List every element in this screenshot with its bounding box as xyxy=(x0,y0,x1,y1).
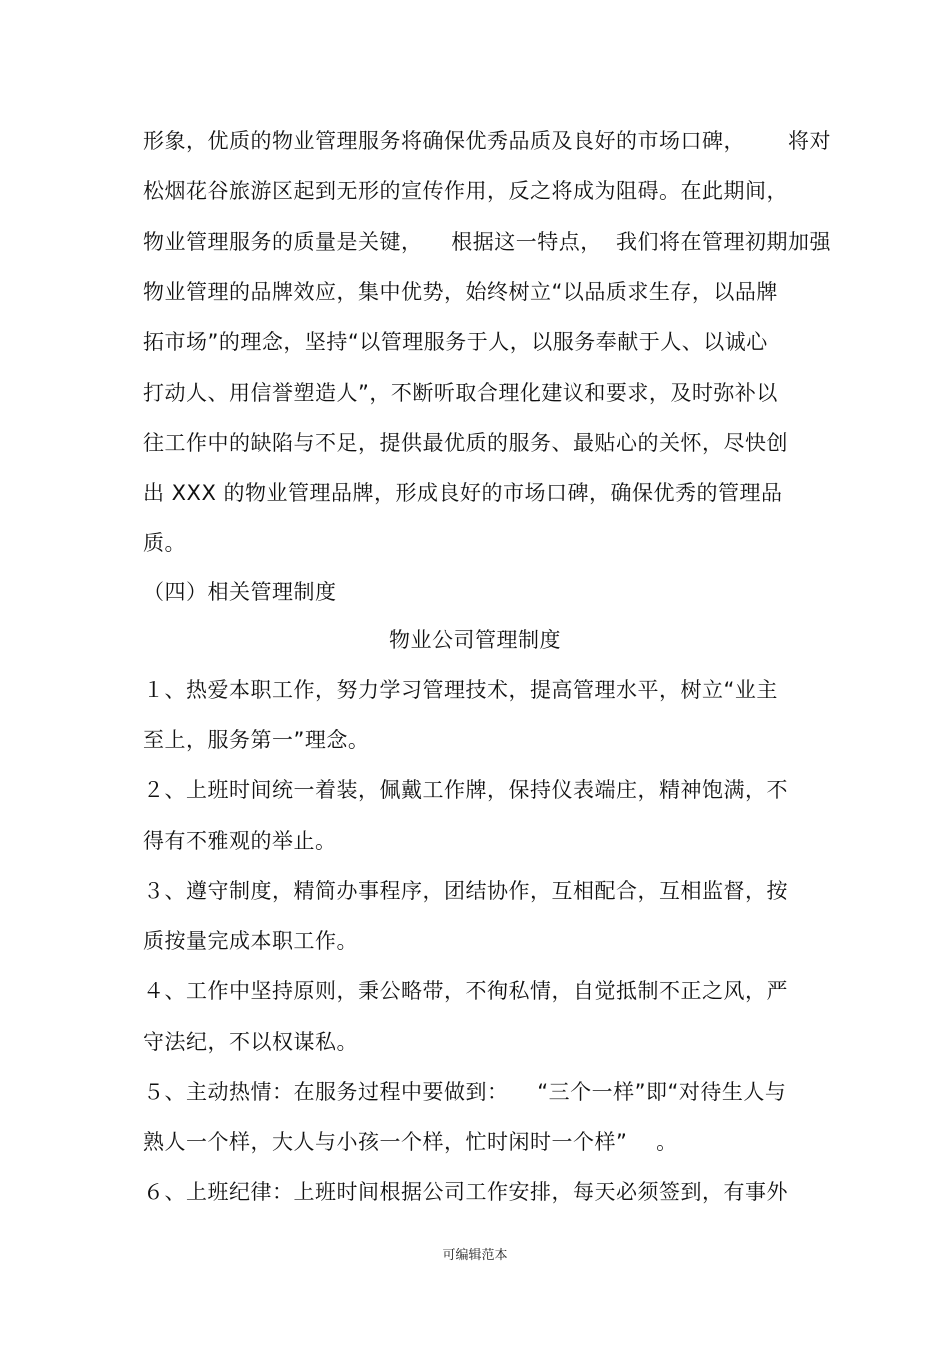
paragraph-line: 拓市场”的理念，坚持“以管理服务于人，以服务奉献于人、以诚心 xyxy=(143,330,768,354)
rule-line: ３、遵守制度，精简办事程序，团结协作，互相配合，互相监督，按 xyxy=(143,879,788,903)
page-footer: 可编辑范本 xyxy=(442,1248,508,1263)
paragraph-line: 物业管理服务的质量是关键， 根据这一特点， 我们将在管理初期加强 xyxy=(143,230,832,254)
paragraph-line: 物业管理的品牌效应，集中优势，始终树立“以品质求生存，以品牌 xyxy=(143,280,778,304)
rule-line: １、热爱本职工作，努力学习管理技术，提高管理水平，树立“业主 xyxy=(143,678,778,702)
center-title: 物业公司管理制度 xyxy=(389,628,561,652)
paragraph-line: 打动人、用信誉塑造人”，不断听取合理化建议和要求，及时弥补以 xyxy=(143,381,778,405)
rule-line: 守法纪，不以权谋私。 xyxy=(143,1030,358,1054)
rule-line: ２、上班时间统一着装，佩戴工作牌，保持仪表端庄，精神饱满，不 xyxy=(143,778,788,802)
rule-line: 得有不雅观的举止。 xyxy=(143,829,337,853)
rule-line: ５、主动热情：在服务过程中要做到： “三个一样”即“对待生人与 xyxy=(143,1080,787,1104)
paragraph-line: 形象，优质的物业管理服务将确保优秀品质及良好的市场口碑， 将对 xyxy=(143,129,832,153)
paragraph-line: 质。 xyxy=(143,531,186,555)
paragraph-line: 松烟花谷旅游区起到无形的宣传作用，反之将成为阻碍。在此期间， xyxy=(143,179,788,203)
paragraph-line: 往工作中的缺陷与不足，提供最优质的服务、最贴心的关怀，尽快创 xyxy=(143,431,788,455)
rule-line: 质按量完成本职工作。 xyxy=(143,929,358,953)
rule-line: ４、工作中坚持原则，秉公略带，不徇私情，自觉抵制不正之风，严 xyxy=(143,979,788,1003)
paragraph-line: 出 XXX 的物业管理品牌，形成良好的市场口碑，确保优秀的管理品 xyxy=(143,481,783,505)
rule-line: 熟人一个样，大人与小孩一个样，忙时闲时一个样” 。 xyxy=(143,1130,678,1154)
rule-line: 至上，服务第一”理念。 xyxy=(143,728,370,752)
section-heading: （四）相关管理制度 xyxy=(143,580,337,604)
rule-line: ６、上班纪律：上班时间根据公司工作安排，每天必须签到，有事外 xyxy=(143,1180,788,1204)
